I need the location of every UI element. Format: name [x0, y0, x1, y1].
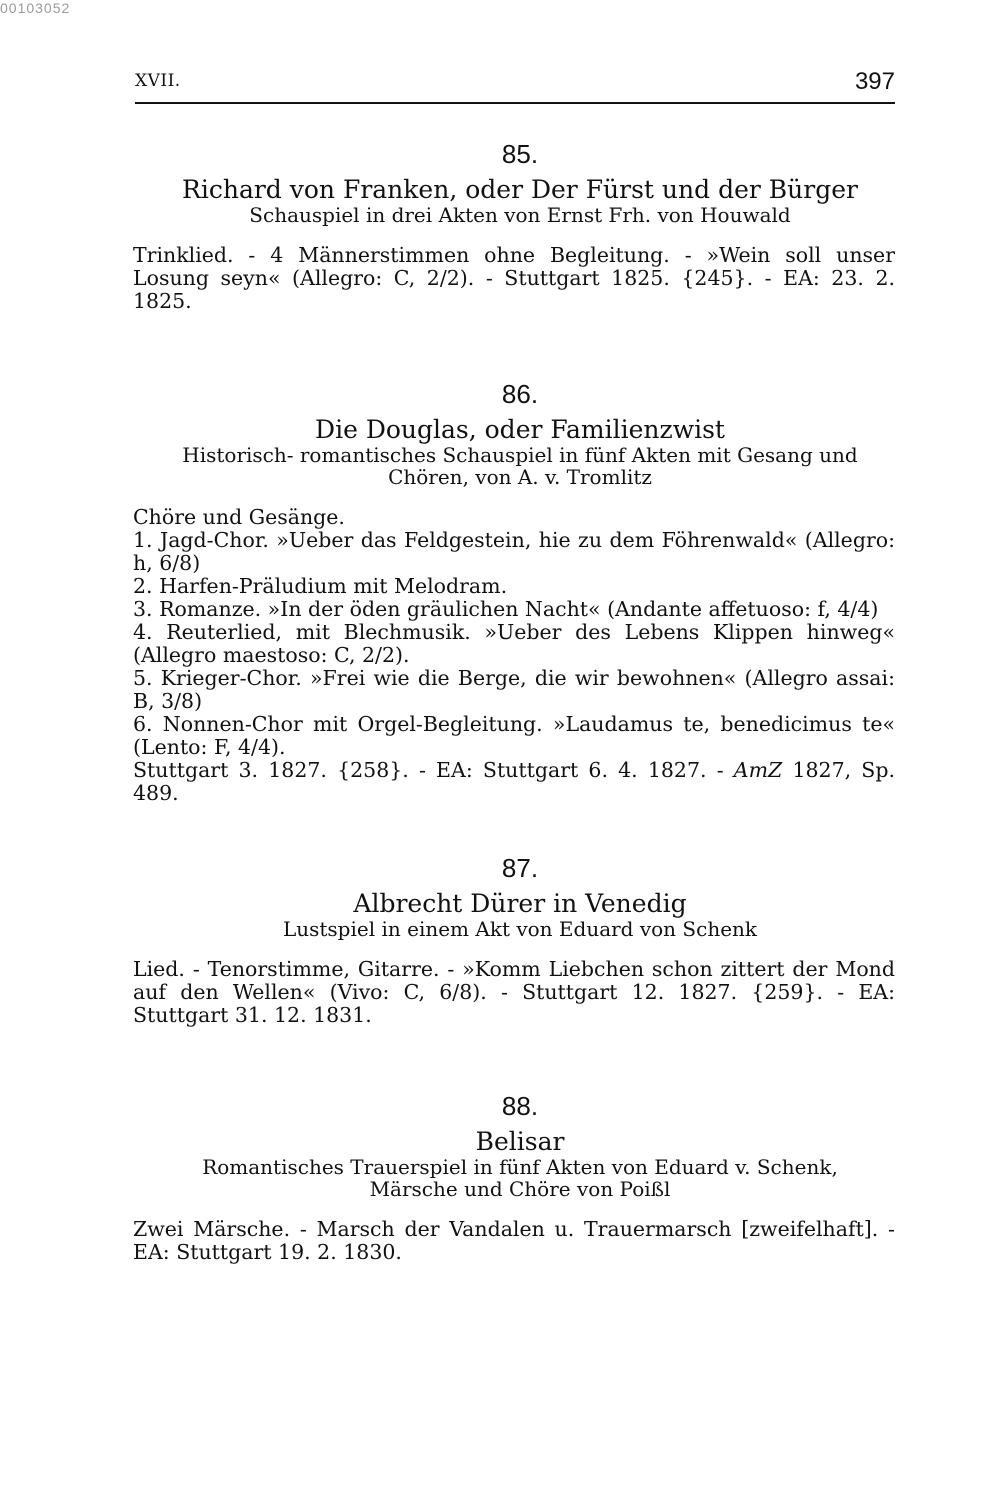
body-line: 4. Reuterlied, mit Blechmusik. »Ueber des Lebens Klippen hinweg« (Allegro maestoso: C, 2/2).: [133, 620, 895, 667]
entry-subtitle: [133, 204, 895, 226]
entry-subtitle: [133, 1156, 895, 1200]
entry-86: [133, 378, 895, 805]
entry-body: [133, 1218, 895, 1264]
entry-body: [133, 244, 895, 313]
page-number: 397: [854, 68, 895, 95]
body-text: 1827, Sp. 489.: [133, 758, 895, 805]
subtitle-line: Chören, von A. v. Tromlitz: [388, 465, 652, 489]
body-line: 5. Krieger-Chor. »Frei wie die Berge, die wir bewohnen« (Allegro assai: B, 3/8): [133, 666, 895, 713]
entry-body: [133, 506, 895, 805]
entry-88: [133, 1090, 895, 1264]
entry-number: 87.: [501, 853, 539, 883]
body-paragraph: Lied. - Tenorstimme, Gitarre. - »Komm Liebchen schon zittert der Mond auf den Wellen« (Vivo: C, 6/8). - Stuttgart 12. 1827. {259}. - EA: Stuttgart 31. 12. 1831.: [133, 957, 895, 1027]
subtitle-line: Historisch- romantisches Schauspiel in fünf Akten mit Gesang und: [182, 443, 858, 467]
entry-number: 88.: [501, 1091, 539, 1121]
entry-title: Die Douglas, oder Familienzwist: [315, 415, 725, 444]
body-line: 1. Jagd-Chor. »Ueber das Feldgestein, hie zu dem Föhrenwald« (Allegro: h, 6/8): [133, 528, 895, 575]
entry-title: Belisar: [475, 1127, 565, 1156]
body-text: Stuttgart 3. 1827. {258}. - EA: Stuttgart 6. 4. 1827. -: [133, 758, 734, 782]
subtitle-line: Lustspiel in einem Akt von Eduard von Schenk: [282, 917, 758, 941]
body-paragraph: Trinklied. - 4 Männerstimmen ohne Begleitung. - »Wein soll unser Losung seyn« (Allegro: C, 2/2). - Stuttgart 1825. {245}. - EA: 23. 2. 1825.: [133, 243, 895, 313]
entry-number: 85.: [501, 139, 539, 169]
subtitle-line: Schauspiel in drei Akten von Ernst Frh. von Houwald: [249, 203, 791, 227]
body-line: 2. Harfen-Präludium mit Melodram.: [133, 574, 508, 598]
body-line: 3. Romanze. »In der öden gräulichen Nacht« (Andante affetuoso: f, 4/4): [133, 597, 879, 621]
entry-title: Albrecht Dürer in Venedig: [353, 889, 687, 918]
entry-title: Richard von Franken, oder Der Fürst und der Bürger: [182, 175, 858, 204]
subtitle-line: Romantisches Trauerspiel in fünf Akten von Eduard v. Schenk,: [202, 1155, 838, 1179]
chapter-label: XVII.: [135, 71, 181, 91]
running-head: [135, 62, 895, 104]
entry-87: [133, 852, 895, 1027]
body-line: 6. Nonnen-Chor mit Orgel-Begleitung. »Laudamus te, benedicimus te« (Lento: F, 4/4).: [133, 712, 895, 759]
journal-abbrev: AmZ: [733, 758, 783, 782]
entry-body: [133, 958, 895, 1027]
archive-stamp: 00103052: [0, 0, 71, 16]
entry-subtitle: [133, 918, 895, 940]
subtitle-line: Märsche und Chöre von Poißl: [369, 1177, 671, 1201]
body-line: [133, 759, 895, 805]
entry-number: 86.: [501, 379, 539, 409]
entry-subtitle: [133, 444, 895, 488]
body-line: Chöre und Gesänge.: [133, 505, 345, 529]
entry-85: [133, 138, 895, 313]
body-paragraph: Zwei Märsche. - Marsch der Vandalen u. Trauermarsch [zweifelhaft]. - EA: Stuttgart 19. 2. 1830.: [133, 1217, 895, 1264]
